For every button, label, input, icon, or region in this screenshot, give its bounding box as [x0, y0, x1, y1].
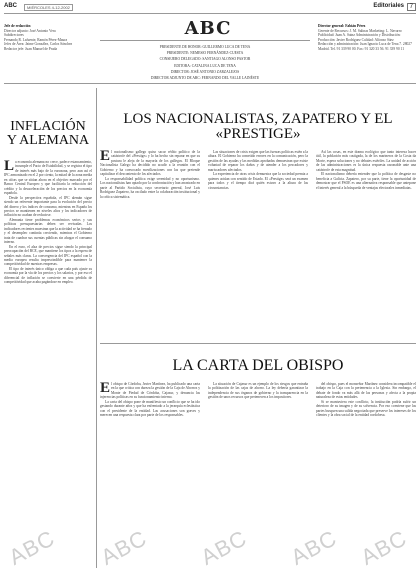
section-divider	[4, 83, 416, 84]
editorial-3-headline: LA CARTA DEL OBISPO	[172, 357, 344, 374]
watermark-logo: ABC	[4, 525, 60, 570]
editorial-2-paragraph: La experiencia de otras crisis demuestra que la sociedad premia a quienes actúan con sentido de Estado. El «Prestige» será un examen para todos y el tiempo dirá quién estuvo a la altura de las circunstancias.	[208, 172, 308, 190]
credit-line: PRESIDENTE: NEMESIO FERNÁNDEZ-CUESTA	[166, 51, 244, 56]
staff-right-line: Redacción y administración: Juan Ignacio Luca de Tena 7. 28027	[318, 42, 412, 47]
header-section: Editoriales	[373, 3, 404, 9]
staff-left-line: Subdirectores	[4, 33, 24, 38]
staff-left-line: Fernando R. Lafuente, Ramón Pérez-Maura	[4, 37, 68, 42]
header-logo: ABC	[4, 3, 17, 9]
credit-line: DIRECTOR: JOSÉ ANTONIO ZARZALEJOS	[170, 69, 240, 74]
editorial-2-paragraph: La responsabilidad política exige serenidad y no oportunismo. Los nacionalistas han optado por la confrontación y han arrastrado en parte al Partido Socialista, cuyo secretario general, José Luis Rodríguez Zapatero, ha oscilado entre la colaboración institucional y la crítica sistemática.	[100, 176, 200, 199]
watermark-logo: ABC	[286, 525, 342, 570]
staff-right-line: Publicidad: Juan A. Sainz Administración y Distribución:	[318, 33, 401, 38]
header-date: MIÉRCOLES 4-12-2002	[24, 4, 73, 11]
section-divider	[100, 343, 416, 344]
editorial-2-headline: LOS NACIONALISTAS, ZAPATERO Y EL «PRESTIGE»	[123, 111, 393, 142]
staff-right-line: Gerente de Recursos: J. M. Salinas Marketing: L. Navarro	[318, 28, 402, 33]
credit-line: PRESIDENTE DE HONOR: GUILLERMO LUCA DE TENA	[159, 45, 251, 49]
editorial-1-body	[4, 160, 92, 568]
editorial-2-dropcap: E	[100, 150, 111, 164]
editorial-2-col-3	[316, 150, 416, 340]
staff-right-line: Producción: Javier Rodríguez Calidad: Alfonso Sáez	[318, 37, 394, 42]
staff-left-line: Jefes de Área: Jaime González, Carlos Sánchez	[4, 42, 73, 47]
editorial-3-paragraph: Si se mantuviera este conflicto, la institución podría sufrir un deterioro de su imagen y de su solvencia. Por eso conviene que las partes busquen una salida negociada que preserve los intereses de los clientes y la obra social de la entidad cordobesa.	[316, 399, 416, 418]
staff-right-title: Director general: Fabián Pérez	[318, 24, 366, 28]
watermark-logo: ABC	[356, 525, 412, 570]
staff-right	[318, 24, 418, 52]
column-rule	[96, 88, 97, 568]
editorial-2-paragraph: l nacionalismo gallego quiso sacar rédito político de la catástrofe del «Prestige» y lo ha hecho sin reparar en que su postura le aleja de la mayoría de los gallegos. El Bloque Nacionalista Galego ha decidido no acudir a la reunión con el Gobierno y ha convocado movilizaciones con las que pretende capitalizar el descontento de los afectados.	[100, 150, 200, 177]
credit-line: CONSEJERO DELEGADO: SANTIAGO ALONSO PASTOR	[159, 57, 251, 62]
editorial-3-paragraph: La situación de Cajasur es un ejemplo de los riesgos que entraña la politización de las cajas de ahorro. La ley debería garantizar la independencia de sus órganos de gobierno y la transparencia en la gestión de unos recursos que pertenecen a los impositores.	[208, 382, 308, 400]
editorial-2-col-1	[100, 150, 200, 340]
masthead-credits	[100, 44, 310, 81]
editorial-2-paragraph: Así las cosas, en este drama ecológico que tanto interesa hacer útil, la población más castigada, la de los marineros de la Costa da Morte, espera soluciones y no debates estériles. La unidad de acción de las administraciones es la única respuesta razonable ante una catástrofe de esta magnitud.	[316, 150, 416, 172]
staff-left-line: Director adjunto: José Antonio Vera	[4, 28, 56, 33]
page-number: 7	[407, 3, 416, 11]
editorial-1-paragraph: El tipo de interés único obliga a que cada país ajuste su economía por la vía de los precios y los salarios, y por eso el diferencial de inflación se convierte en una pérdida de competitividad que acaba pagándose en empleo.	[4, 266, 92, 285]
masthead-title: ABC	[184, 18, 232, 39]
editorial-1-dropcap: L	[4, 160, 15, 174]
watermark-logo: ABC	[96, 525, 152, 570]
editorial-1-paragraph: Alemania tiene problemas económicos serios y sus políticas presupuestarias deben ser revisadas. Los indicadores recientes muestran que la actividad se ha frenado y el desempleo continúa creciendo, mientras el Gobierno trata de cuadrar sus cuentas públicas sin ahogar el consumo interno.	[4, 217, 92, 245]
editorial-2-paragraph: El nacionalismo debería entender que la política de desgaste no beneficia a Galicia. Zapatero, por su parte, tiene la oportunidad de demostrar que el PSOE es una alternativa responsable que antepone el interés general a la búsqueda de ventajas electorales inmediatas.	[316, 172, 416, 190]
editorial-3-paragraph: l obispo de Córdoba, Javier Martínez, ha publicado una carta en la que critica con dureza la gestión de la Caja de Ahorros y Monte de Piedad de Córdoba, Cajasur, y denuncia las injerencias políticas en su funcionamiento interno.	[100, 382, 200, 400]
editorial-1-paragraph: a economía alemana no crece, padece estancamiento, incumple el Pacto de Estabilidad, y se registra el tipo de interés más bajo de la eurozona, pero aun así el IPC armonizado en el 2 por ciento, la mitad de la zona media en cifras que se sitúan ahora en el objetivo marcado por el Banco Central Europeo y que facilitaría la reducción del crédito y la desaceleración de los precios en la economía española.	[4, 160, 92, 196]
staff-left	[4, 24, 96, 52]
editorial-1-headline: INFLACIÓN Y ALEMANA	[6, 119, 90, 148]
masthead-rule	[100, 40, 310, 41]
editorial-3-paragraph: La carta del obispo pone de manifiesto un conflicto que se ha ido gestando durante años y que ha enfrentado a la jerarquía eclesiástica con el presidente de la entidad. Las acusaciones son graves y merecen una respuesta clara por parte de los responsables.	[100, 399, 200, 418]
editorial-3-dropcap: E	[100, 382, 111, 396]
staff-right-line: Madrid. Tel. 91 339 90 00. Fax: 91 320 33 56. 91 339 90 11	[318, 46, 404, 51]
editorial-1-paragraph: Desde la perspectiva española, el IPC alemán sigue siendo un referente importante para la evolución del precio del dinero y los índices de consumo, mientras en España los precios se mantienen en niveles altos y los indicadores de inflación no acaban de reducirse.	[4, 195, 92, 218]
credit-line: DIRECTOR ADJUNTO DE ABC: FERNANDO DEL VALLE LAINÉSTE	[150, 76, 260, 81]
staff-left-title: Jefe de redacción	[4, 24, 31, 28]
credit-line: EDITORA: CATALINA LUCA DE TENA	[174, 63, 236, 68]
editorial-1-paragraph: En el euro, el alza de precios sigue siendo la principal preocupación del BCE, que mantiene los tipos a la espera de señales más claras. La convergencia del IPC español con la media europea resulta imprescindible para mantener la competitividad de nuestras empresas.	[4, 244, 92, 267]
editorial-2-col-2	[208, 150, 308, 340]
page-header	[4, 3, 416, 14]
watermark-logo: ABC	[196, 525, 252, 570]
editorial-2-paragraph: Las situaciones de crisis exigen que las fuerzas políticas estén a la altura. El Gobierno ha cometido errores en la comunicación, pero la gestión de las ayudas y las medidas aprobadas demuestran que existe voluntad de reparar los daños y de atender a los pescadores y mariscadores afectados.	[208, 150, 308, 172]
editorial-3-paragraph: del obispo, pues el monseñor Martínez considera incompatible el trabajo en la Caja con la pertenencia a la Iglesia. Sin embargo, el debate de fondo va más allá de las personas y afecta a la propia naturaleza de estas entidades.	[316, 382, 416, 400]
staff-left-line: Redactor jefe: Juan Manuel de Prada	[4, 46, 57, 51]
